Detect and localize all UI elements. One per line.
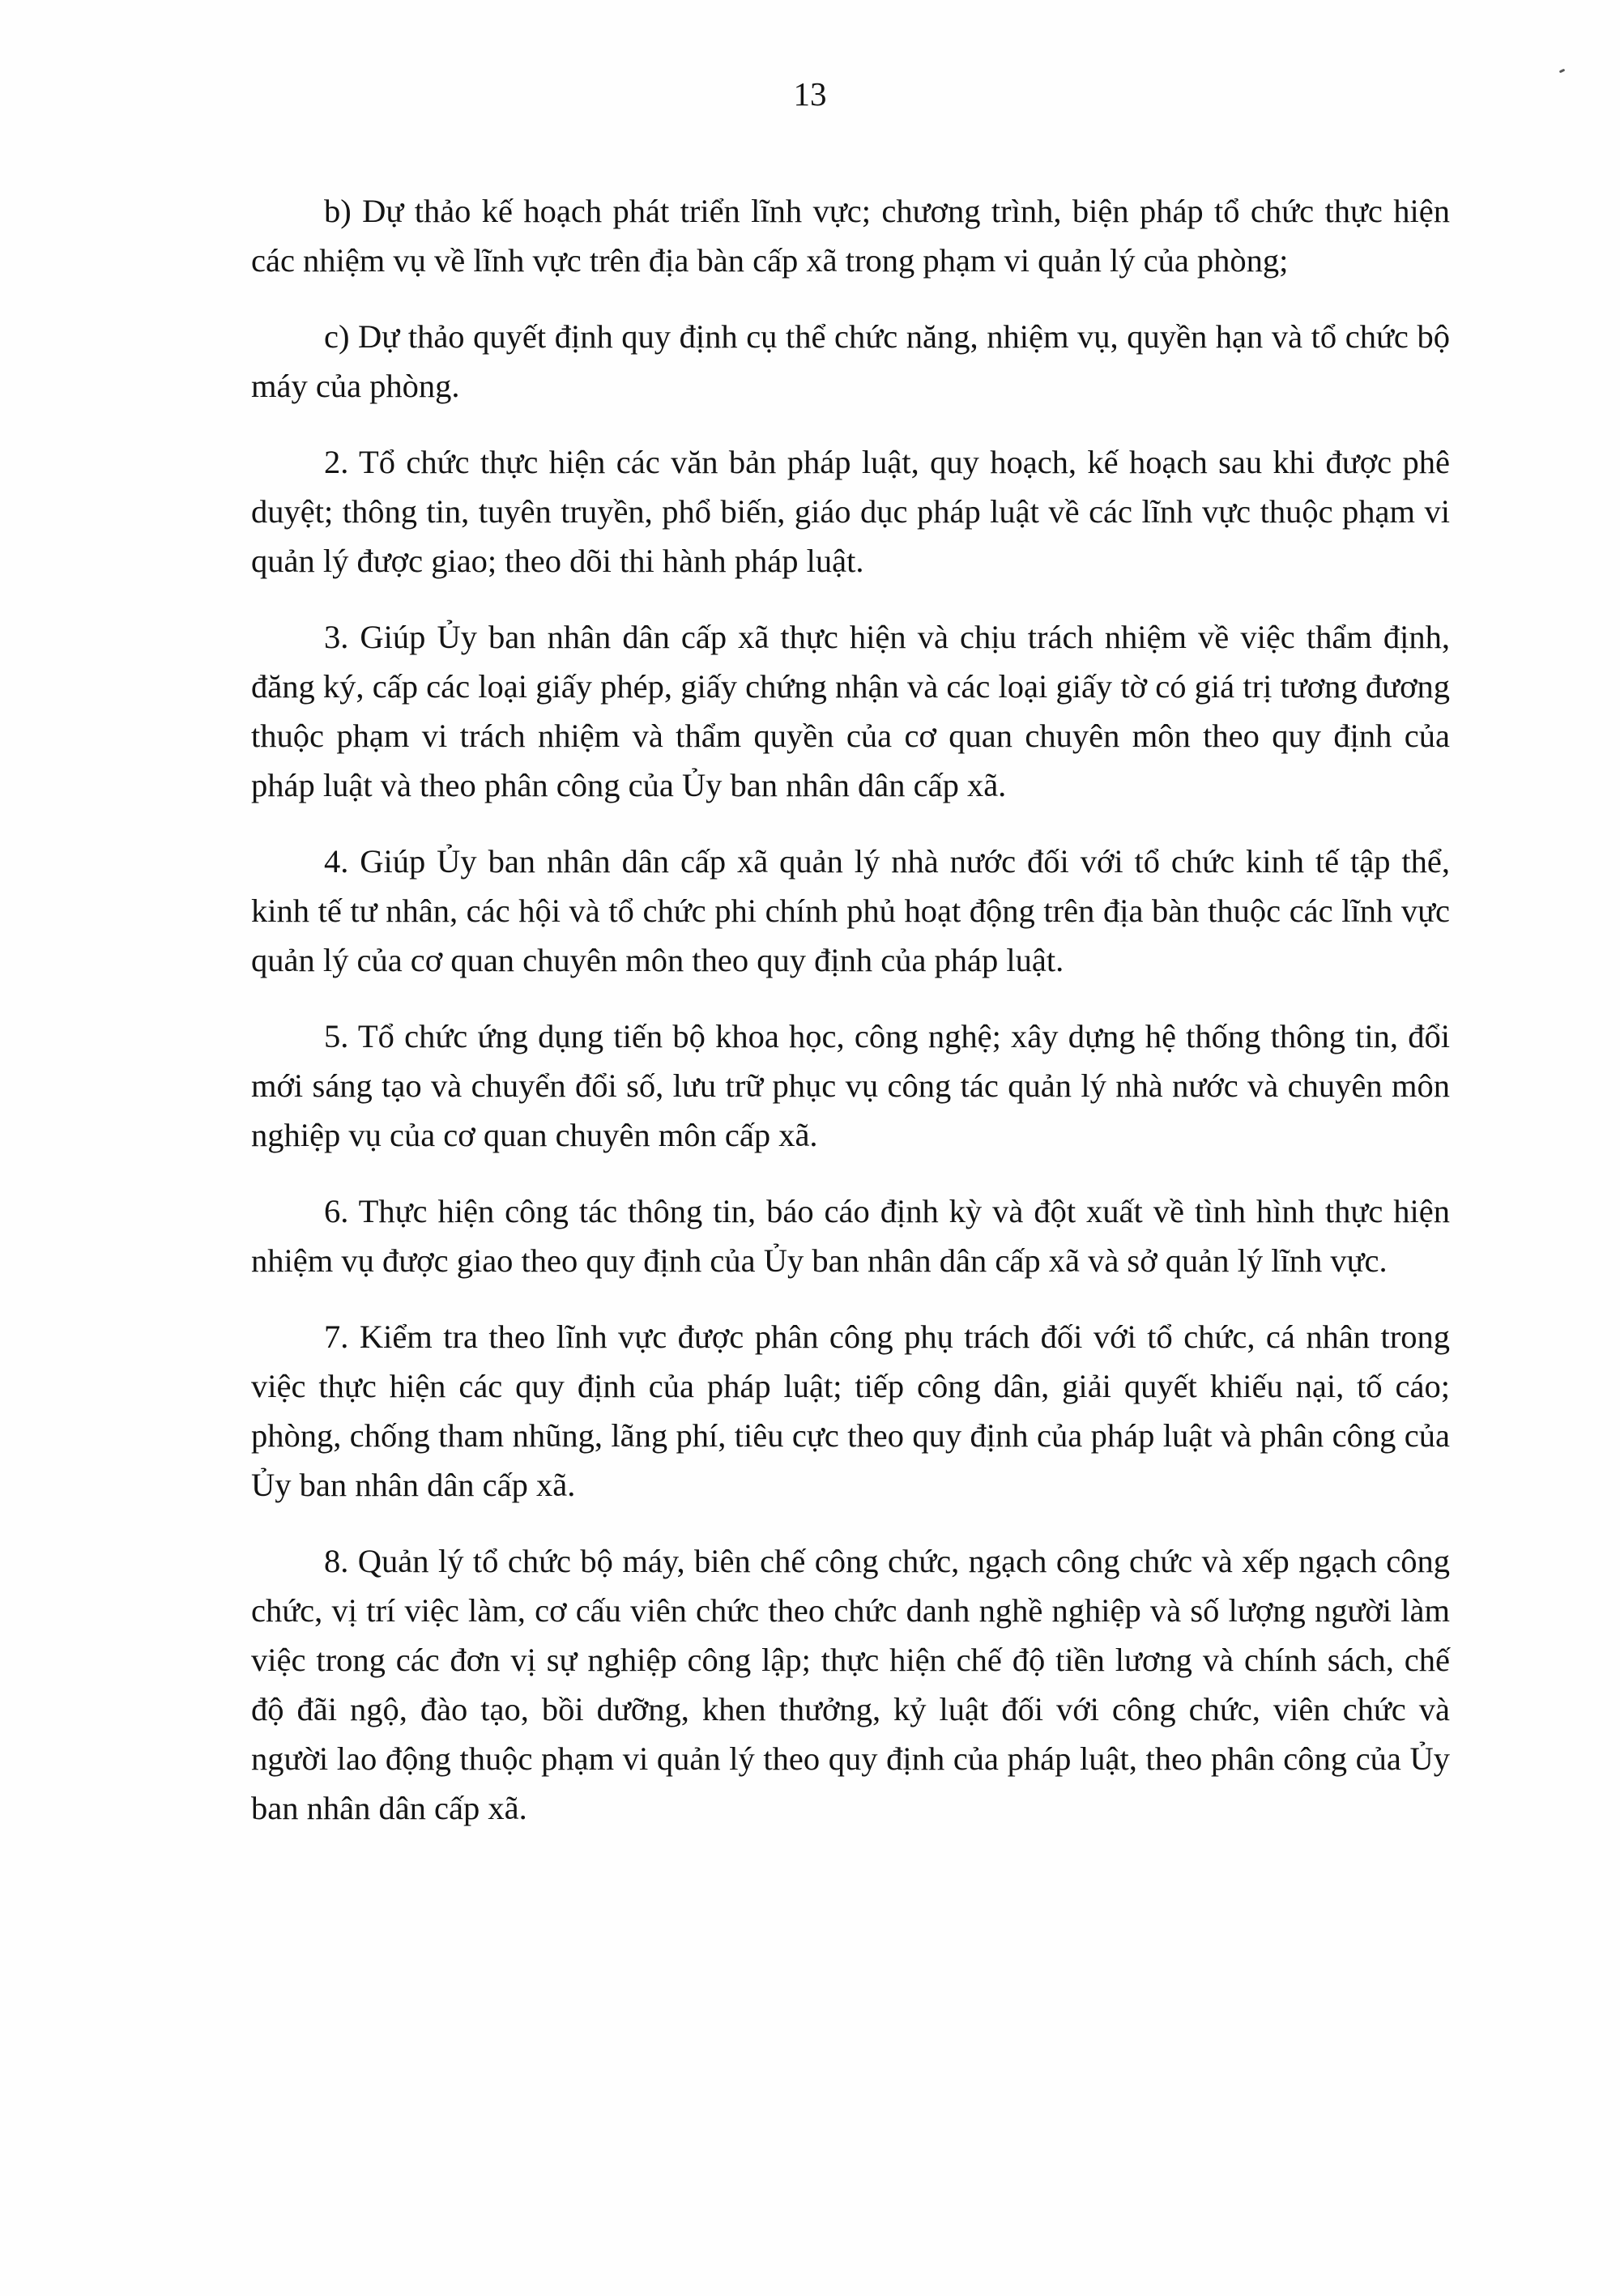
paragraph-item-b: b) Dự thảo kế hoạch phát triển lĩnh vực; chương trình, biện pháp tổ chức thực hiện các nhiệm vụ về lĩnh vực trên địa bàn cấp xã trong phạm vi quản lý của phòng; bbox=[251, 193, 1450, 279]
paragraph-item-c: c) Dự thảo quyết định quy định cụ thể chức năng, nhiệm vụ, quyền hạn và tổ chức bộ máy của phòng. bbox=[251, 318, 1450, 404]
paragraph-item-6: 6. Thực hiện công tác thông tin, báo cáo định kỳ và đột xuất về tình hình thực hiện nhiệm vụ được giao theo quy định của Ủy ban nhân dân cấp xã và sở quản lý lĩnh vực. bbox=[251, 1193, 1450, 1279]
paragraph-item-5: 5. Tổ chức ứng dụng tiến bộ khoa học, công nghệ; xây dựng hệ thống thông tin, đổi mới sáng tạo và chuyển đổi số, lưu trữ phục vụ công tác quản lý nhà nước và chuyên môn nghiệp vụ của cơ quan chuyên môn cấp xã. bbox=[251, 1018, 1450, 1153]
scan-speck bbox=[1559, 69, 1566, 74]
page-number: 13 bbox=[793, 75, 827, 113]
document-body bbox=[251, 186, 1450, 1859]
paragraph-item-8: 8. Quản lý tổ chức bộ máy, biên chế công chức, ngạch công chức và xếp ngạch công chức, vị trí việc làm, cơ cấu viên chức theo chức danh nghề nghiệp và số lượng người làm việc trong các đơn vị sự nghiệp công lập; thực hiện chế độ tiền lương và chính sách, chế độ đãi ngộ, đào tạo, bồi dưỡng, khen thưởng, kỷ luật đối với công chức, viên chức và người lao động thuộc phạm vi quản lý theo quy định của pháp luật, theo phân công của Ủy ban nhân dân cấp xã. bbox=[251, 1543, 1450, 1826]
paragraph-item-3: 3. Giúp Ủy ban nhân dân cấp xã thực hiện và chịu trách nhiệm về việc thẩm định, đăng ký, cấp các loại giấy phép, giấy chứng nhận và các loại giấy tờ có giá trị tương đương thuộc phạm vi trách nhiệm và thẩm quyền của cơ quan chuyên môn theo quy định của pháp luật và theo phân công của Ủy ban nhân dân cấp xã. bbox=[251, 619, 1450, 803]
paragraph-item-2: 2. Tổ chức thực hiện các văn bản pháp luật, quy hoạch, kế hoạch sau khi được phê duyệt; thông tin, tuyên truyền, phổ biến, giáo dục pháp luật về các lĩnh vực thuộc phạm vi quản lý được giao; theo dõi thi hành pháp luật. bbox=[251, 444, 1450, 579]
paragraph-item-7: 7. Kiểm tra theo lĩnh vực được phân công phụ trách đối với tổ chức, cá nhân trong việc thực hiện các quy định của pháp luật; tiếp công dân, giải quyết khiếu nại, tố cáo; phòng, chống tham nhũng, lãng phí, tiêu cực theo quy định của pháp luật và phân công của Ủy ban nhân dân cấp xã. bbox=[251, 1318, 1450, 1503]
paragraph-item-4: 4. Giúp Ủy ban nhân dân cấp xã quản lý nhà nước đối với tổ chức kinh tế tập thể, kinh tế tư nhân, các hội và tổ chức phi chính phủ hoạt động trên địa bàn thuộc các lĩnh vực quản lý của cơ quan chuyên môn theo quy định của pháp luật. bbox=[251, 843, 1450, 978]
